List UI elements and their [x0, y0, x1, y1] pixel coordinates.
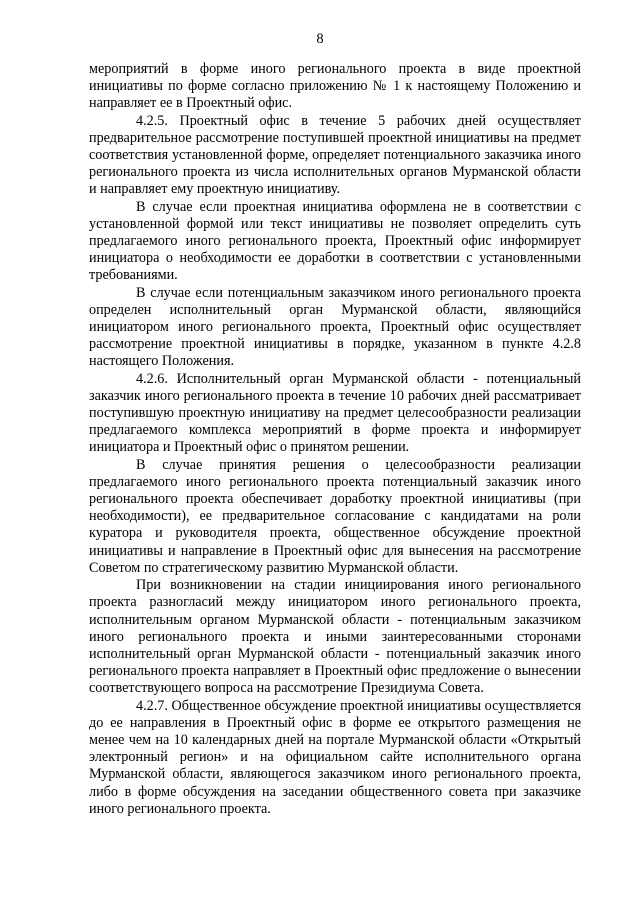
paragraph-4-2-5: 4.2.5. Проектный офис в течение 5 рабочих дней осуществляет предварительное рассмотрение поступившей проектной инициативы на предмет соответствия установленной форме, определяет потенциального заказчика иного регионального проекта из числа исполнительных органов Мурманской области и направляет ему проектную инициативу.: [89, 112, 581, 198]
paragraph-disagreements: При возникновении на стадии инициирования иного регионального проекта разногласий между инициатором иного регионального проекта, исполнительным органом Мурманской области - потенциальным заказчиком иного регионального проекта и иными заинтересованными сторонами исполнительный орган Мурманской области - потенциальный заказчик иного регионального проекта направляет в Проектный офис предложение о вынесении соответствующего вопроса на рассмотрение Президиума Совета.: [89, 577, 581, 697]
paragraph-form-mismatch: В случае если проектная инициатива оформлена не в соответствии с установленной формой или текст инициативы не позволяет определить суть предлагаемого иного регионального проекта, Проектный офис информирует инициатора о необходимости ее доработки в соответствии с установленными требованиями.: [89, 198, 581, 284]
paragraph-initiator-is-customer: В случае если потенциальным заказчиком иного регионального проекта определен исполнительный орган Мурманской области, являющийся инициатором иного регионального проекта, Проектный офис осуществляет рассмотрение проектной инициативы в порядке, указанном в пункте 4.2.8 настоящего Положения.: [89, 284, 581, 370]
paragraph-4-2-6: 4.2.6. Исполнительный орган Мурманской области - потенциальный заказчик иного регионального проекта в течение 10 рабочих дней рассматривает поступившую проектную инициативу на предмет целесообразности реализации предлагаемого комплекса мероприятий в форме проекта и информирует инициатора и Проектный офис о принятом решении.: [89, 370, 581, 456]
paragraph-continuation: мероприятий в форме иного регионального проекта в виде проектной инициативы по форме согласно приложению № 1 к настоящему Положению и направляет ее в Проектный офис.: [89, 61, 581, 112]
paragraph-4-2-7: 4.2.7. Общественное обсуждение проектной инициативы осуществляется до ее направления в Проектный офис в форме ее открытого размещения не менее чем на 10 календарных дней на портале Мурманской области «Открытый электронный регион» и на официальном сайте исполнительного органа Мурманской области, являющегося заказчиком иного регионального проекта, либо в форме обсуждения на заседании общественного совета при заказчике иного регионального проекта.: [89, 697, 581, 817]
page-number: 8: [316, 31, 324, 47]
document-body: [89, 61, 581, 818]
paragraph-positive-decision: В случае принятия решения о целесообразности реализации предлагаемого иного регионального проекта потенциальный заказчик иного регионального проекта обеспечивает доработку проектной инициативы (при необходимости), ее предварительное согласование с кандидатами на роли куратора и руководителя проекта, общественное обсуждение проектной инициативы и направление в Проектный офис для вынесения на рассмотрение Советом по стратегическому развитию Мурманской области.: [89, 456, 581, 576]
